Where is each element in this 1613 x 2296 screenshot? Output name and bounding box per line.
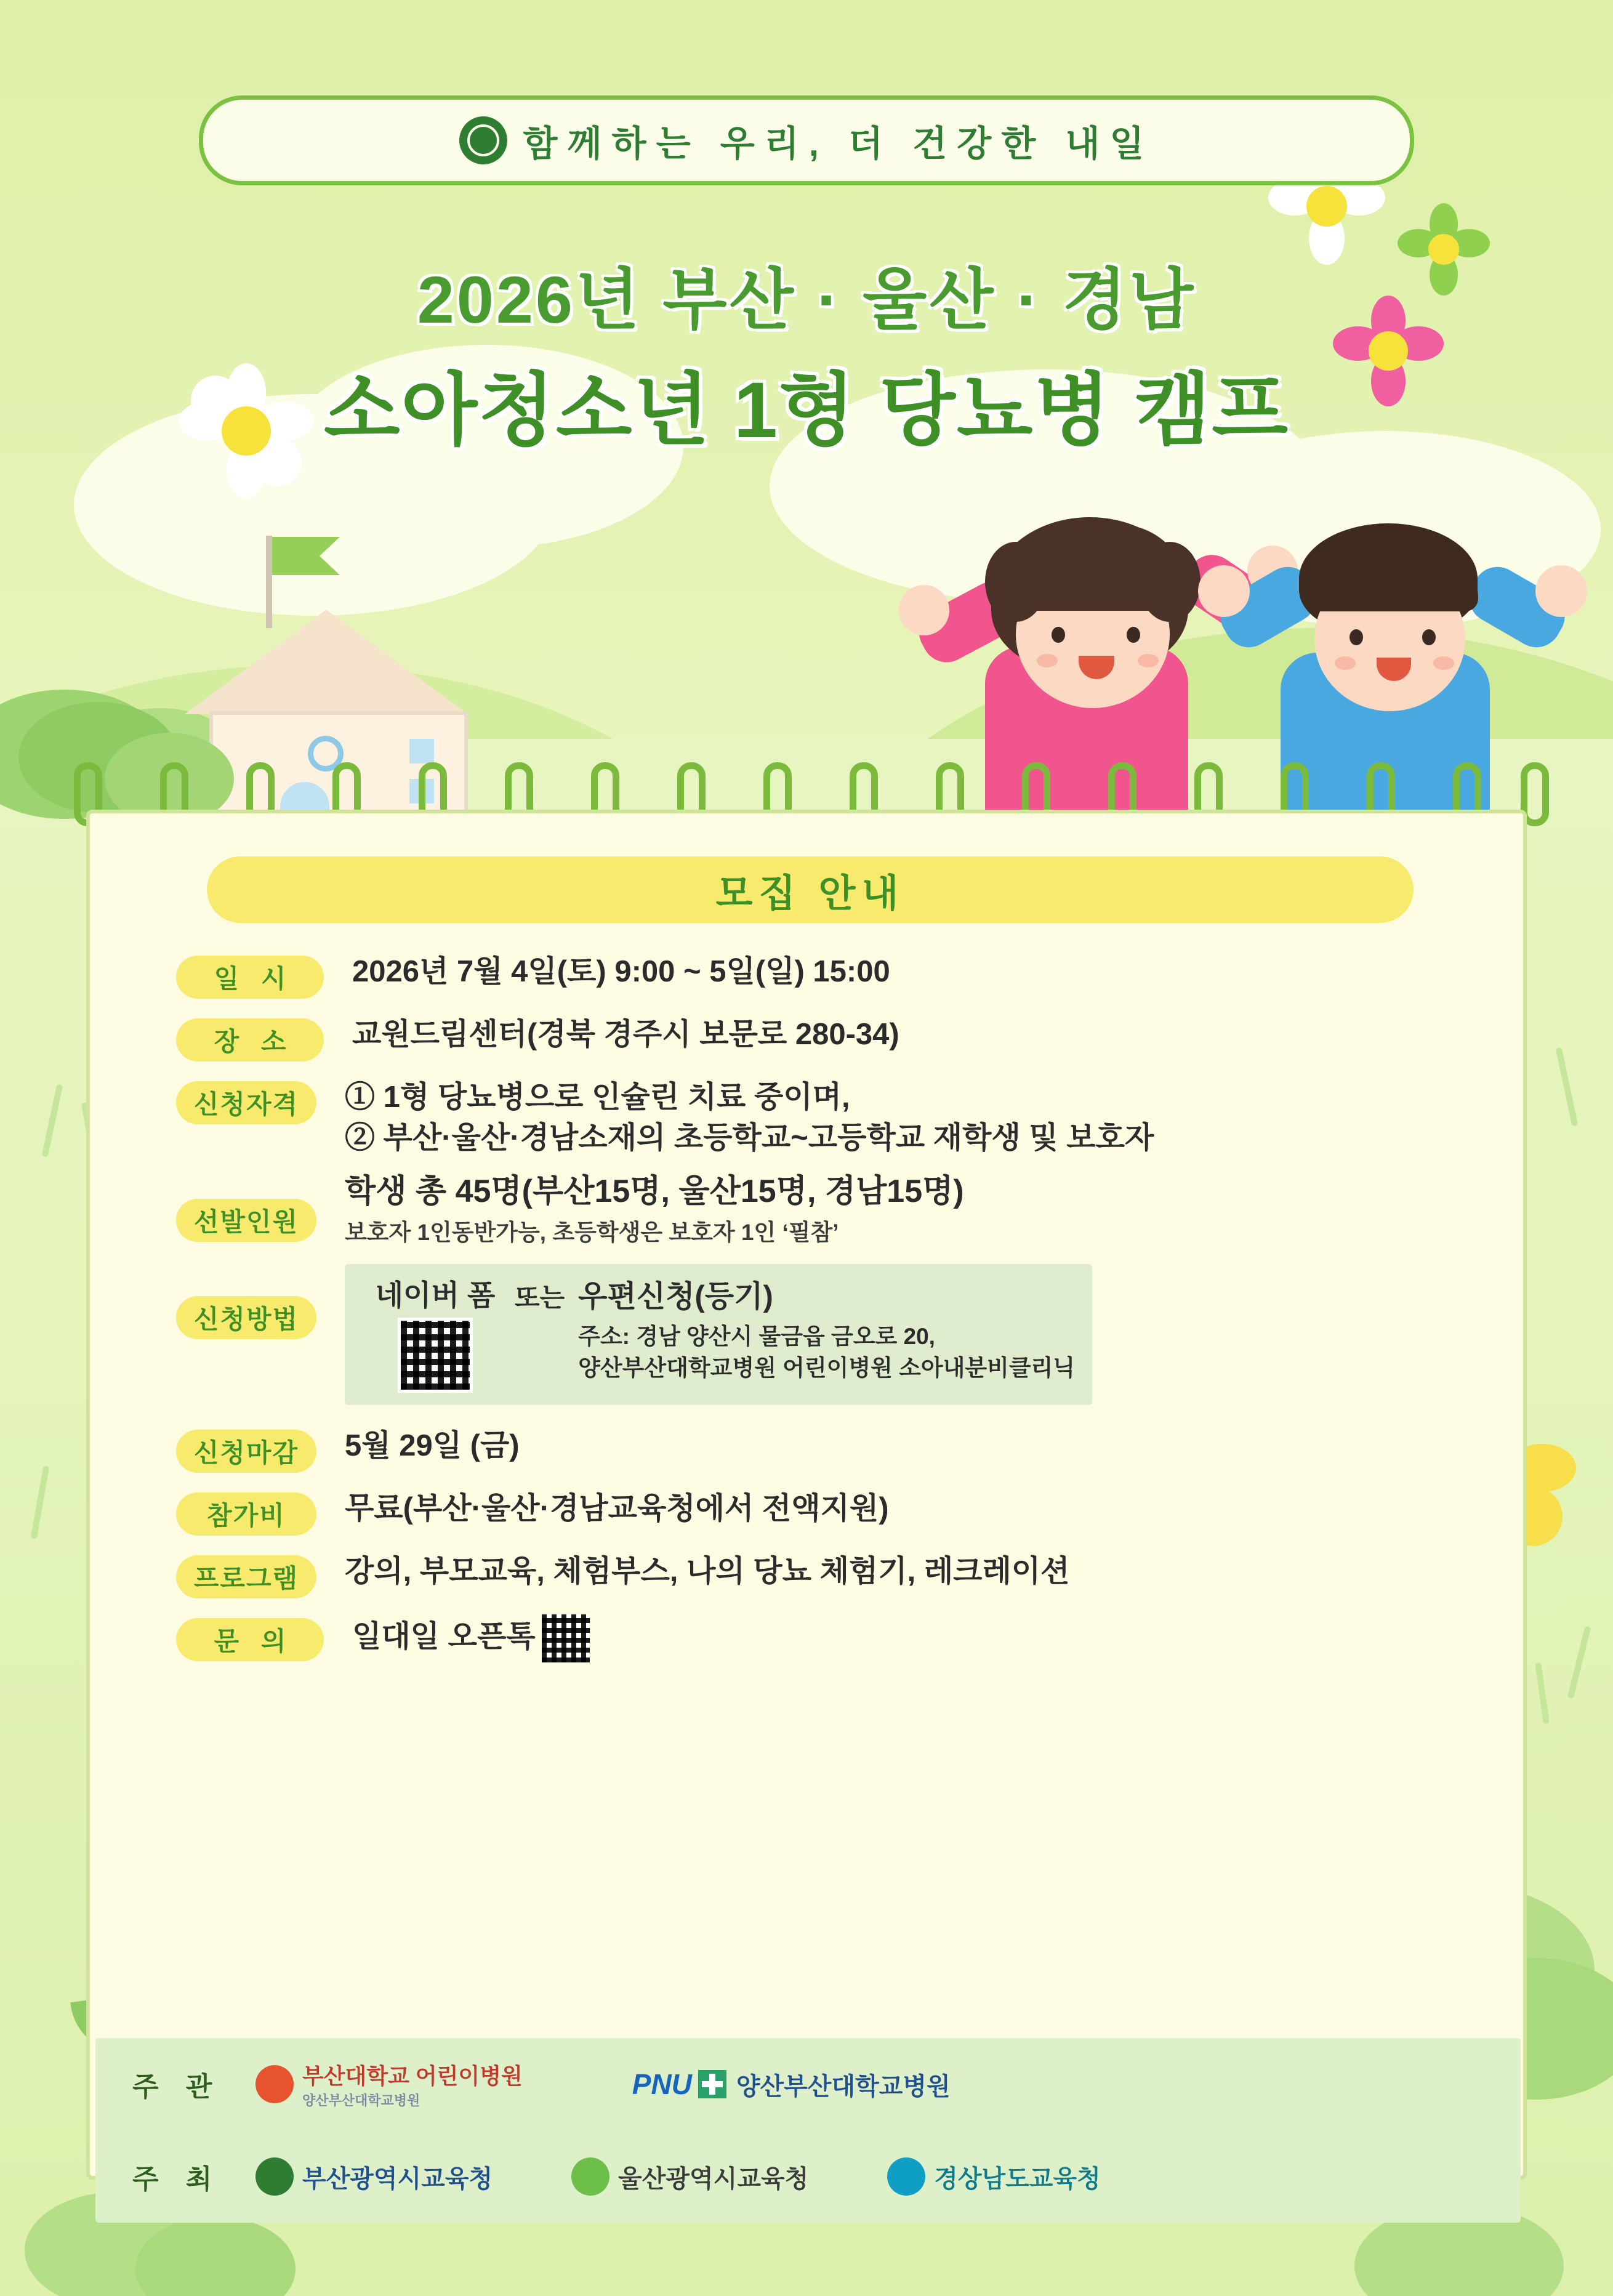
info-row-deadline <box>90 1426 1523 1473</box>
host-org-name: 부산대학교 어린이병원 <box>302 2063 523 2089</box>
poster-title <box>0 246 1613 460</box>
organizer-name: 경상남도교육청 <box>934 2165 1101 2193</box>
hair-bun <box>985 542 1047 622</box>
hospital-logo-icon <box>255 2065 294 2103</box>
eligibility-line-1: ① 1형 당뇨병으로 인슐린 치료 중이며, <box>345 1081 850 1114</box>
info-row-place <box>90 1015 1523 1061</box>
pnu-badge-icon <box>632 2068 726 2101</box>
info-row-contact <box>90 1614 1523 1662</box>
title-line-2: 소아청소년 1형 당뇨병 캠프 <box>323 366 1289 454</box>
info-row-fee <box>90 1489 1523 1536</box>
naver-form-qr-code[interactable] <box>398 1318 473 1393</box>
house-window <box>409 739 434 763</box>
quota-line-2: 보호자 1인동반가능, 초등학생은 보호자 1인 ‘필참’ <box>345 1219 839 1245</box>
value-contact <box>352 1614 590 1662</box>
footer-hosts-row <box>95 2038 1521 2130</box>
footer-organizers-row <box>95 2130 1521 2223</box>
value-eligibility <box>345 1078 1154 1158</box>
label-eligibility: 신청자격 <box>176 1081 316 1124</box>
label-quota: 선발인원 <box>176 1199 316 1242</box>
apply-or-label: 또는 <box>515 1283 565 1312</box>
section-heading: 모집 안내 <box>207 856 1414 923</box>
postal-apply-label: 우편신청(등기) <box>578 1279 773 1313</box>
sponsor-footer <box>95 2038 1521 2223</box>
value-datetime: 2026년 7월 4일(토) 9:00 ~ 5일(일) 15:00 <box>352 955 890 988</box>
organizers-label: 주 최 <box>132 2164 222 2194</box>
label-place: 장 소 <box>176 1018 324 1061</box>
organizer-gyeongnam-education-office <box>887 2157 1100 2196</box>
value-deadline: 5월 29일 (금) <box>345 1428 520 1462</box>
label-fee: 참가비 <box>176 1492 316 1536</box>
label-contact: 문 의 <box>176 1618 324 1661</box>
organizer-name: 울산광역시교육청 <box>618 2165 809 2193</box>
host-org-pnu-children <box>255 2059 523 2109</box>
hair-bun <box>1139 542 1201 622</box>
info-rows <box>90 952 1523 1678</box>
busan-education-logo-icon <box>255 2157 294 2196</box>
postal-apply-block <box>578 1273 1075 1384</box>
info-row-apply <box>90 1264 1523 1405</box>
host-org-text-block <box>302 2059 523 2109</box>
quota-line-1: 학생 총 45명(부산15명, 울산15명, 경남15명) <box>345 1174 964 1210</box>
value-place: 교원드림센터(경북 경주시 보문로 280-34) <box>352 1018 899 1051</box>
label-deadline: 신청마감 <box>176 1430 316 1473</box>
organizer-ulsan-education-office <box>571 2157 808 2196</box>
open-chat-qr-code[interactable] <box>542 1614 590 1662</box>
contact-text: 일대일 오픈톡 <box>352 1619 536 1653</box>
host-org-name: 양산부산대학교병원 <box>736 2072 951 2100</box>
value-fee: 무료(부산·울산·경남교육청에서 전액지원) <box>345 1491 889 1525</box>
info-row-program <box>90 1552 1523 1598</box>
cross-icon <box>698 2070 726 2098</box>
info-card <box>86 810 1527 2180</box>
organizer-name: 부산광역시교육청 <box>302 2165 493 2193</box>
info-row-datetime <box>90 952 1523 999</box>
eligibility-line-2: ② 부산·울산·경남소재의 초등학교~고등학교 재학생 및 보호자 <box>345 1121 1154 1154</box>
gyeongnam-education-logo-icon <box>887 2157 925 2196</box>
info-row-quota <box>90 1170 1523 1247</box>
label-apply: 신청방법 <box>176 1296 316 1339</box>
flag-pole <box>266 536 272 628</box>
host-org-pnuh <box>632 2067 951 2102</box>
apply-method-box <box>345 1264 1092 1405</box>
hosts-label: 주 관 <box>132 2072 222 2102</box>
naver-form-block[interactable] <box>358 1273 512 1393</box>
tagline-text: 함께하는 우리, 더 건강한 내일 <box>523 124 1154 164</box>
tagline-ribbon <box>199 95 1414 185</box>
title-line-1: 2026년 부산 · 울산 · 경남 <box>417 262 1196 337</box>
info-row-eligibility <box>90 1078 1523 1158</box>
turtle-emblem-icon <box>459 116 507 164</box>
value-program: 강의, 부모교육, 체험부스, 나의 당뇨 체험기, 레크레이션 <box>345 1554 1070 1588</box>
host-org-subtitle: 양산부산대학교병원 <box>302 2093 420 2108</box>
postal-address-line-2: 양산부산대학교병원 어린이병원 소아내분비클리닉 <box>578 1355 1076 1380</box>
ulsan-education-logo-icon <box>571 2157 609 2196</box>
label-program: 프로그램 <box>176 1555 316 1598</box>
pnu-badge-text: PNU <box>632 2068 692 2100</box>
value-quota <box>345 1170 964 1247</box>
postal-address-line-1: 주소: 경남 양산시 물금읍 금오로 20, <box>578 1323 935 1349</box>
naver-form-label: 네이버 폼 <box>375 1278 496 1311</box>
organizer-busan-education-office <box>255 2157 493 2196</box>
label-datetime: 일 시 <box>176 956 324 999</box>
